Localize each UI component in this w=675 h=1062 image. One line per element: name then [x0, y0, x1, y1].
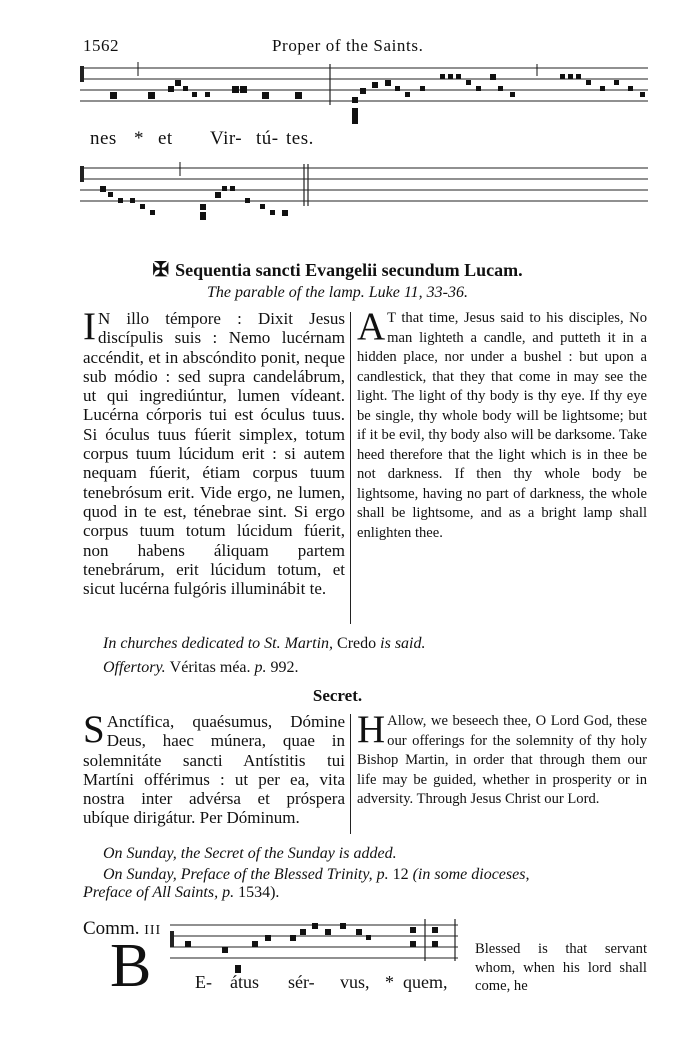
- communion-label: Comm. III: [83, 918, 162, 939]
- c-clef-icon: [80, 166, 84, 182]
- lyric-asterisk: *: [385, 972, 394, 992]
- maltese-cross-icon: ✠: [152, 259, 170, 281]
- gospel-english: A T that time, Jesus said to his disciples, No man lighteth a candle, and putteth it in a hidden place, nor under a bushel : but upon a candlestick, that they that come in may see the light. The light of thy body is thy eye. If thy eye be single, thy whole body will be lightsome; but if it be evil, thy body also will be darksome. Take heed therefore that the light which is in thee be not darkness. If then thy whole body be lightsome, having no part of darkness, the whole shall be lightsome, and as a bright lamp shall enlighten thee.: [357, 305, 647, 541]
- lyric-syllable: nes: [90, 128, 117, 149]
- gospel-latin: I N illo témpore : Dixit Jesus discípulis suis : Nemo lucérnam accéndit, et in abscóndito ponit, neque sub módio : sed supra candelábrum, ut qui ingrediúntur, lumen vídeant. Lucérna córporis tui est óculus tuus. Si óculus tuus fúerit simplex, totum corpus tuum lúcidum erit : si autem nequam fúerit, étiam corpus tuum tenebrósum erit. Vide ergo, ne lumen, quod in te est, ténebrae sint. Si ergo corpus tuum totum lúcidum fúerit, non habens áliquam partem tenebrárum, erit lúcidum totum, et sicut lucérna fulgóris illuminábit te.: [83, 305, 345, 599]
- drop-initial: A: [357, 305, 386, 348]
- gospel-heading: ✠ Sequentia sancti Evangelii secundum Lucam.: [152, 259, 523, 281]
- column-divider: [350, 312, 351, 624]
- drop-initial: I: [83, 305, 96, 348]
- drop-initial: S: [83, 708, 105, 751]
- lyric-syllable: quem,: [403, 972, 448, 992]
- lyric-syllable: et: [158, 128, 173, 149]
- credo-rubric: In churches dedicated to St. Martin, Credo is said.: [103, 635, 426, 652]
- chant-staff-2: [0, 150, 675, 230]
- lyric-syllable: átus: [230, 972, 259, 992]
- preface-rubric: On Sunday, Preface of the Blessed Trinity, p. 12 (in some dioceses,: [103, 866, 530, 883]
- communion-english: Blessed is that servant whom, when his lord shall come, he: [475, 941, 647, 994]
- lyric-syllable: sér-: [288, 972, 315, 992]
- lyric-syllable: E-: [195, 972, 212, 992]
- neumes-group: [110, 74, 645, 124]
- secret-english: H Allow, we beseech thee, O Lord God, these our offerings for the solemnity of thy holy Bishop Martin, in order that through them our life may be guided, whether in prosperity or in adversity. Through Jesus Christ our Lord.: [357, 708, 647, 807]
- lyric-syllable: Vir-: [210, 128, 243, 149]
- lyric-syllable: vus,: [340, 972, 370, 992]
- lyric-syllable: tes.: [286, 128, 314, 149]
- column-divider: [350, 714, 351, 834]
- preface-rubric-cont: Preface of All Saints, p. 1534).: [83, 884, 280, 901]
- communion-initial: B: [110, 932, 152, 1000]
- running-title: Proper of the Saints.: [272, 36, 424, 55]
- lyric-syllable: tú-: [256, 128, 279, 149]
- gospel-subtitle: The parable of the lamp. Luke 11, 33-36.: [206, 284, 468, 301]
- lyric-asterisk: *: [134, 128, 144, 149]
- neumes-group: [100, 186, 288, 220]
- secret-latin: S Anctífica, quaésumus, Dómine Deus, haec múnera, quae in solemnitáte sancti Antístitis tui Martíni offérimus : ut per ea, vita nostra inter advérsa et próspera ubíque dirigátur. Per Dóminum.: [83, 708, 345, 828]
- chant-staff-1: [0, 0, 675, 130]
- offertory-rubric: Offertory. Véritas méa. p. 992.: [103, 659, 299, 676]
- drop-initial: H: [357, 708, 386, 751]
- page-number: 1562: [83, 36, 119, 55]
- c-clef-icon: [170, 931, 174, 947]
- secret-heading: Secret.: [312, 686, 363, 705]
- c-clef-icon: [80, 66, 84, 82]
- sunday-secret-rubric: On Sunday, the Secret of the Sunday is added.: [103, 845, 397, 862]
- neumes-group: [185, 923, 438, 973]
